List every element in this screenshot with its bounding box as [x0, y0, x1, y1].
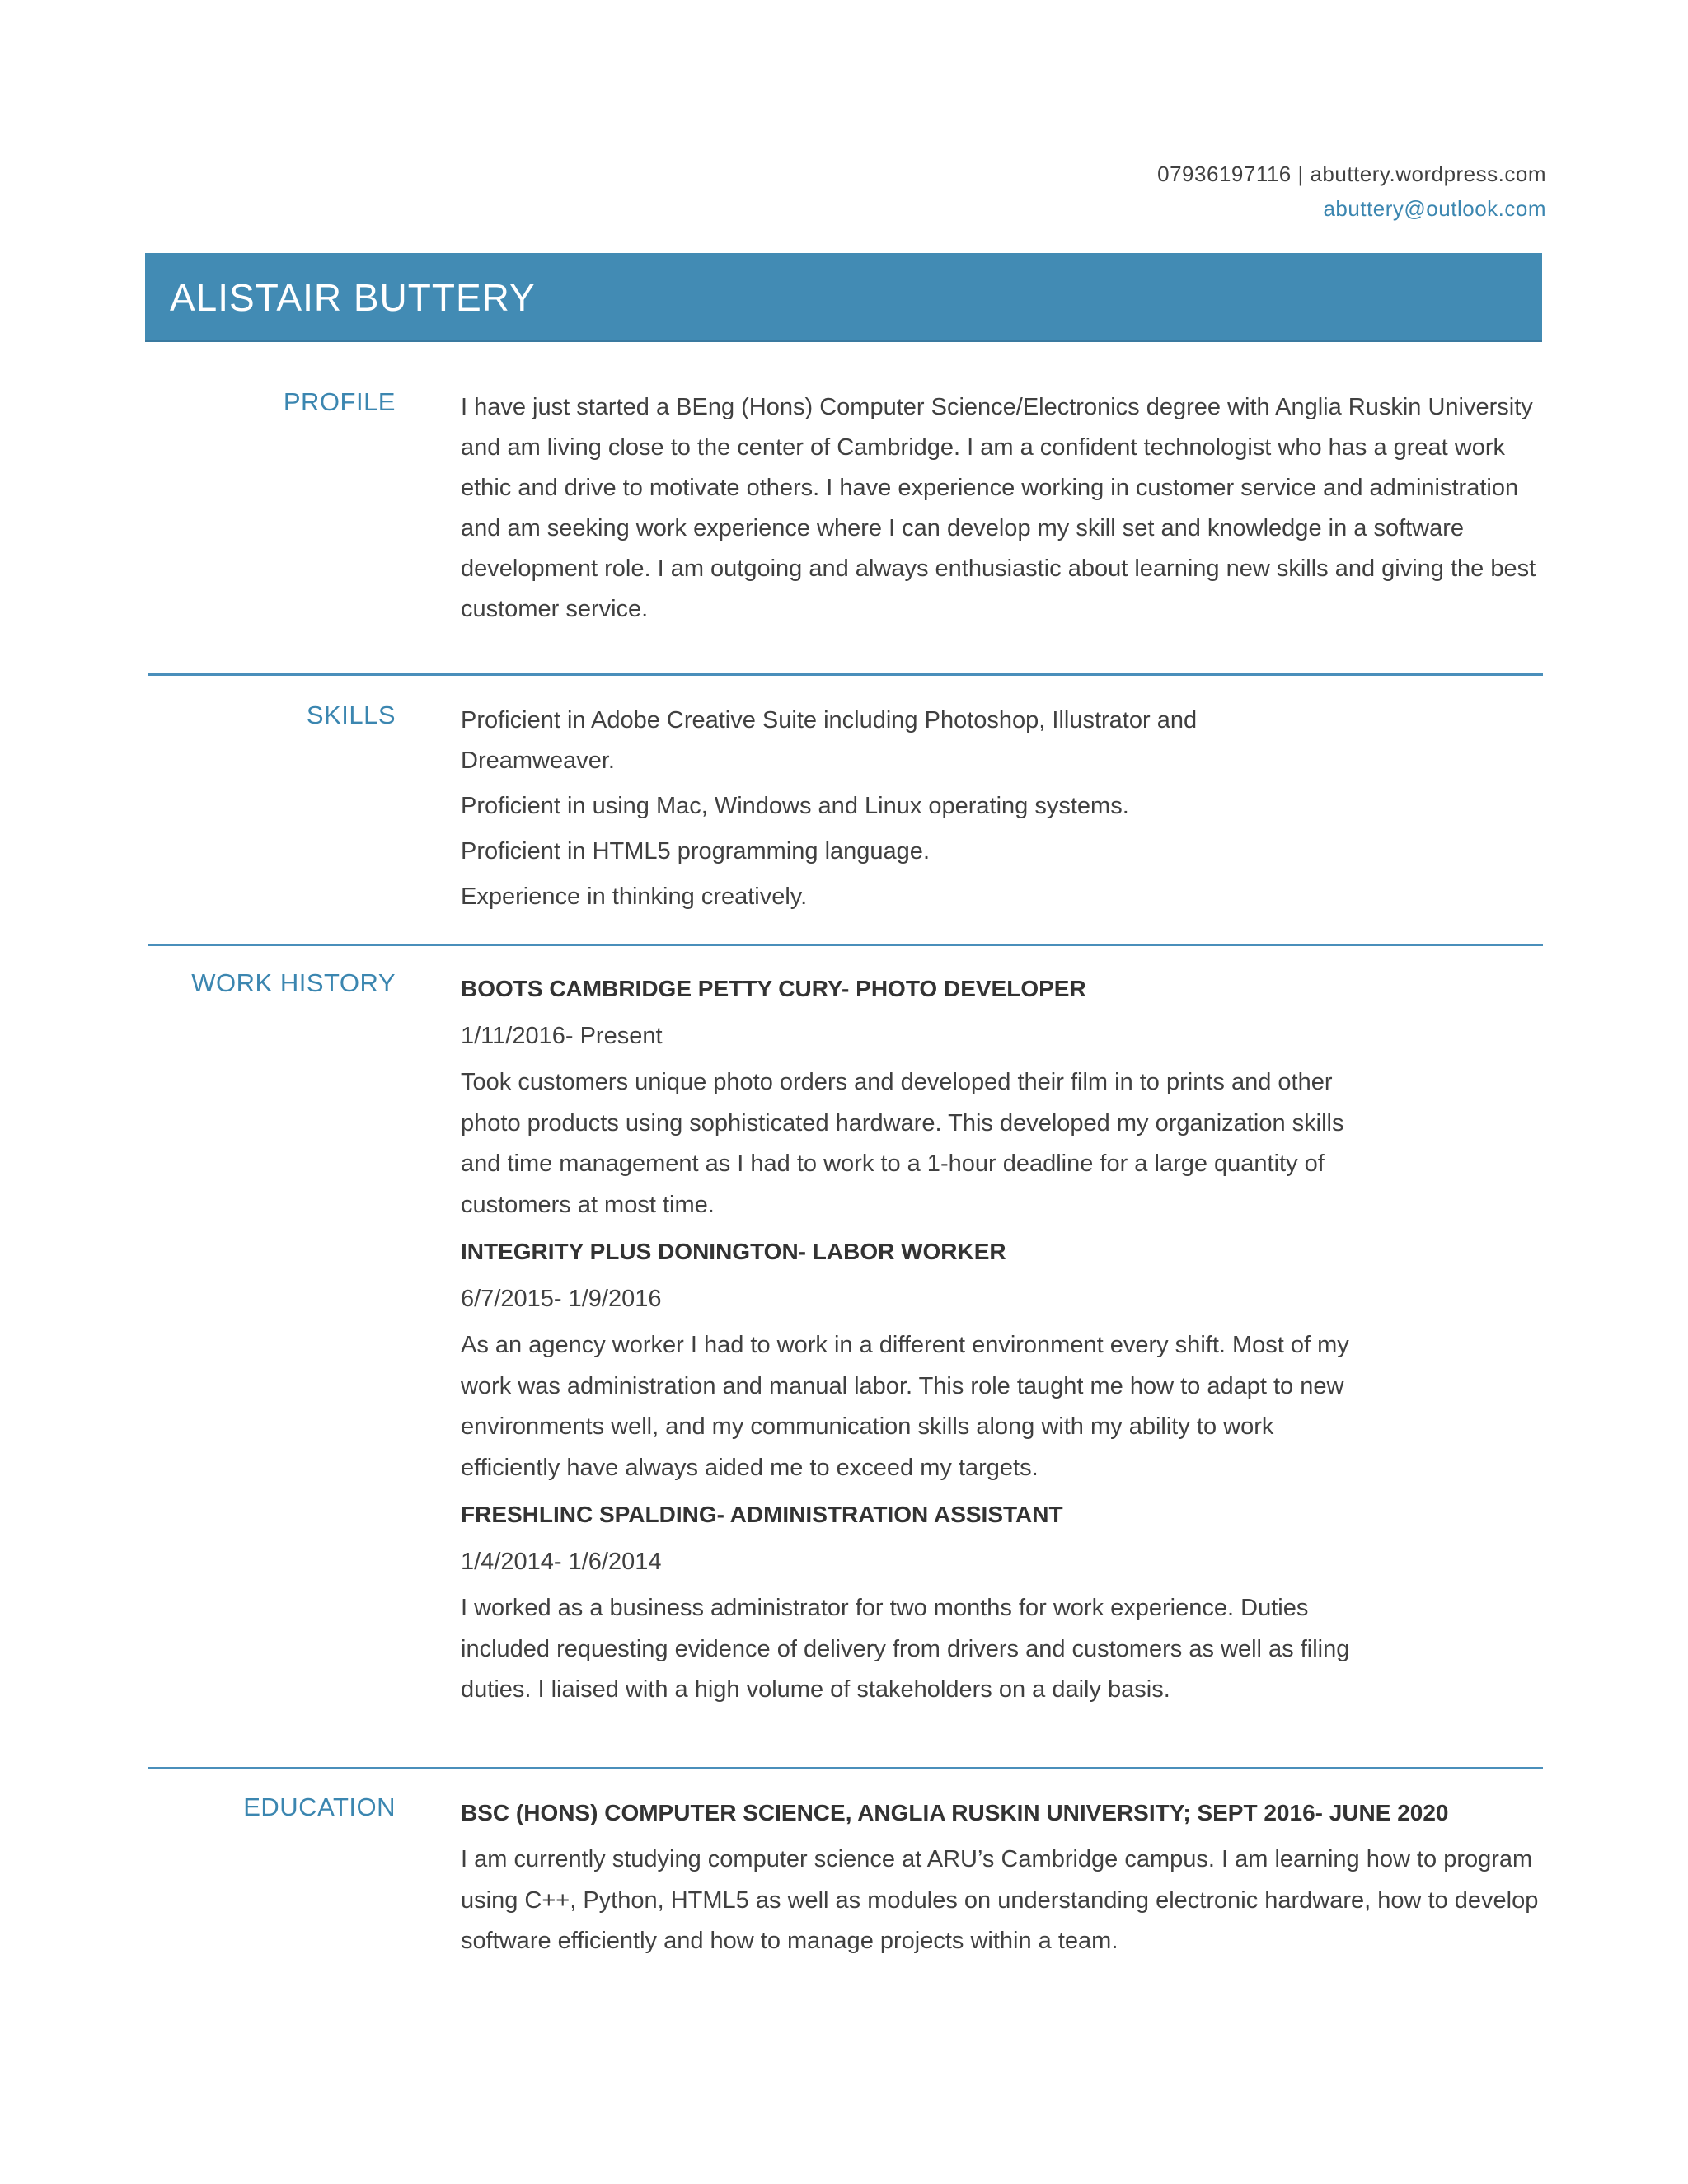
job-dates: 6/7/2015- 1/9/2016	[461, 1286, 662, 1312]
education-title: BSC (HONS) COMPUTER SCIENCE, ANGLIA RUSKIN UNIVERSITY; SEPT 2016- JUNE 2020	[461, 1800, 1449, 1825]
education-heading: EDUCATION	[243, 1793, 396, 1821]
skills-list	[461, 701, 1285, 922]
job-description: Took customers unique photo orders and developed their film in to prints and other photo products using sophisticated hardware. This developed my organization skills and time management as I had to work to a 1-hour deadline for a large quantity of customers at most time.	[461, 1069, 1344, 1218]
job-entry	[461, 1231, 1351, 1488]
name-banner	[145, 253, 1542, 342]
work-history-list	[461, 968, 1351, 1717]
job-dates: 1/11/2016- Present	[461, 1023, 663, 1049]
job-entry	[461, 1494, 1351, 1711]
candidate-name: ALISTAIR BUTTERY	[170, 276, 536, 319]
email-link[interactable]: abuttery@outlook.com	[1323, 196, 1546, 221]
work-history-heading: WORK HISTORY	[191, 968, 396, 997]
profile-text: I have just started a BEng (Hons) Computer Science/Electronics degree with Anglia Ruskin University and am living close to the center of Cambridge. I am a confident technologist who has a great work ethic and drive to motivate others. I have experience working in customer service and administration and am seeking work experience where I can develop my skill set and knowledge in a software development role. I am outgoing and always enthusiastic about learning new skills and giving the best customer service.	[461, 394, 1536, 622]
profile-heading: PROFILE	[283, 387, 396, 416]
contact-info	[1157, 157, 1546, 226]
skill-item: Proficient in Adobe Creative Suite including Photoshop, Illustrator and Dreamweaver.	[461, 707, 1198, 774]
divider-skills-work	[148, 944, 1543, 946]
phone-and-website: 07936197116 | abuttery.wordpress.com	[1157, 162, 1546, 186]
divider-work-education	[148, 1767, 1543, 1769]
education-text: I am currently studying computer science at ARU’s Cambridge campus. I am learning how to program using C++, Python, HTML5 as well as modules on understanding electronic hardware, how to develop software efficiently and how to manage projects within a team.	[461, 1846, 1539, 1954]
job-title: BOOTS CAMBRIDGE PETTY CURY- PHOTO DEVELOPER	[461, 976, 1086, 1001]
divider-profile-skills	[148, 673, 1543, 676]
skill-item: Proficient in HTML5 programming language.	[461, 838, 930, 865]
job-description: I worked as a business administrator for two months for work experience. Duties included requesting evidence of delivery from drivers and customers as well as filing duties. I liaised with a high volume of stakeholders on a daily basis.	[461, 1595, 1350, 1703]
education-body	[461, 1793, 1540, 1968]
skill-item: Experience in thinking creatively.	[461, 883, 808, 910]
skill-item: Proficient in using Mac, Windows and Linux operating systems.	[461, 793, 1129, 819]
skills-heading: SKILLS	[306, 701, 396, 729]
job-entry	[461, 968, 1351, 1226]
job-title: INTEGRITY PLUS DONINGTON- LABOR WORKER	[461, 1239, 1006, 1264]
job-dates: 1/4/2014- 1/6/2014	[461, 1549, 662, 1575]
profile-body	[461, 387, 1540, 630]
job-description: As an agency worker I had to work in a different environment every shift. Most of my work was administration and manual labor. This role taught me how to adapt to new environments well, and my communication skills along with my ability to work efficiently have always aided me to exceed my targets.	[461, 1332, 1349, 1481]
job-title: FRESHLINC SPALDING- ADMINISTRATION ASSISTANT	[461, 1502, 1063, 1527]
